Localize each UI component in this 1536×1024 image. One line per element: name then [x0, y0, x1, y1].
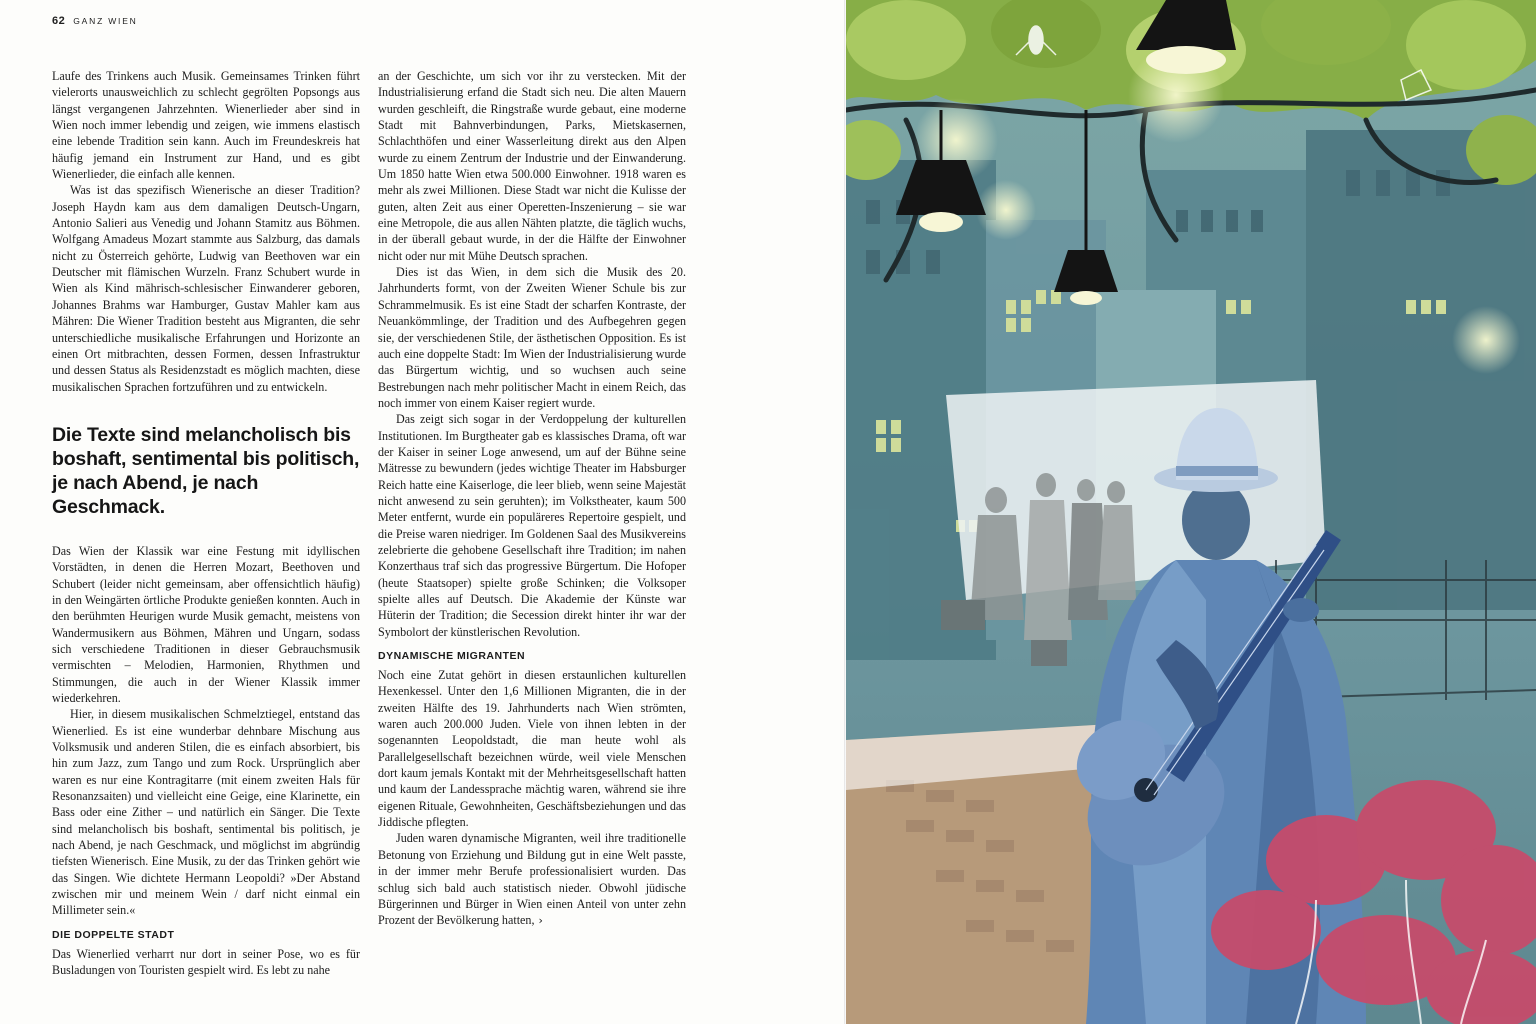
paragraph: Das Wienerlied verharrt nur dort in seiner Pose, wo es für Busladungen von Touristen gespielt wird. Es lebt zu nahe	[52, 946, 360, 978]
paragraph: Hier, in diesem musikalischen Schmelztiegel, entstand das Wienerlied. Es ist eine wunderbar dehnbare Mischung aus Volksmusik und anderen Stilen, die es einfach absorbiert, bis hin zum Jazz, zum Tango und zum Rock. Ursprünglich aber waren es nur eine Kontragitarre (mit einem zweiten Hals für Resonanzsaiten) und vielleicht eine Geige, eine Klarinette, ein Bass oder eine Zither – und natürlich ein Sänger. Die Texte sind melancholisch bis boshaft, sentimental bis politisch, je nach Abend, je nach Geschmack, und möglichst im abgründig tiefsten Wienerisch. Eine Musik, zu der das Trinken gehört wie das Singen. Wie dichtete Hermann Leopoldi? »Der Abstand zwischen mir und meinem Wein / darf nicht einmal ein Millimeter sein.«	[52, 707, 360, 918]
paragraph: Was ist das spezifisch Wienerische an dieser Tradition? Joseph Haydn kam aus dem damaligen Deutsch-Ungarn, Antonio Salieri aus Venedig und Johann Stamitz aus Böhmen. Wolfgang Amadeus Mozart stammte aus Salzburg, das damals nicht zu Österreich gehörte, Ludwig van Beethoven war ein Deutscher mit flämischen Wurzeln. Franz Schubert wurde in Wien als Kind mährisch-schlesischer Einwanderer geboren, Johannes Brahms war Hamburger, Gustav Mahler kam aus Mähren: Die Wiener Tradition besteht aus Migranten, die sehr unterschiedliche musikalische Erfahrungen und Horizonte an einen Ort mitbrachten, dessen Formen, dessen Infrastruktur und dessen Status als Residenzstadt es möglich machten, diese musikalischen Sprachen fortzuführen und zu entwickeln.	[52, 183, 360, 394]
continue-arrow-icon: ›	[538, 914, 543, 928]
glow-orb	[1452, 306, 1520, 374]
glow-orb	[976, 180, 1036, 240]
text-column-left	[52, 68, 360, 978]
paragraph: Das Wien der Klassik war eine Festung mit idyllischen Vorstädten, in denen die Herren Mozart, Beethoven und Schubert (leider nicht gemeinsam, aber offensichtlich häufig) in den Weingärten örtliche Produkte genießen konnten. Auch in den berühmten Heurigen wurde Musik gemacht, meistens von Wandermusikern aus Böhmen, Mähren und Ungarn, sodass sich verschiedene Traditionen in dieser Gebrauchsmusik vermischten – Melodien, Harmonien, Rhythmen und Stimmungen, die auch in der Wiener Klassik immer wiederkehren.	[52, 543, 360, 705]
text-column-right	[378, 68, 686, 930]
paragraph: an der Geschichte, um sich vor ihr zu verstecken. Mit der Industrialisierung erfand die Stadt sich neu. Die alten Mauern wurden geschleift, die Ringstraße wurde gebaut, eine moderne Stadt mit Bahnverbindungen, Parks, Mietskasernen, Schlachthöfen und einer Wasserleitung direkt aus den Alpen wurde zu einem Zentrum der Industrie und der Einwanderung. Um 1850 hatte Wien etwa 500.000 Einwohner. 1918 waren es mehr als zwei Millionen. Diese Stadt war nicht die Kulisse der guten, alten Zeit aus einer Operetten-Inszenierung – sie war eine Metropole, die aus allen Nähten platzte, die täglich wuchs, in der überall gebaut wurde, in der die Hälfte der Einwohner nicht oder nur mit Mühe Deutsch sprachen.	[378, 69, 686, 263]
illustration-svg	[846, 0, 1536, 1024]
paragraph	[378, 830, 686, 929]
page-header	[52, 15, 138, 27]
paragraph: Das zeigt sich sogar in der Verdoppelung der kulturellen Institutionen. Im Burgtheater gab es klassisches Drama, oft war der Kaiser in seiner Loge anwesend, um auf der Bühne seine Mätresse zu bewundern (jedes wichtige Theater im Habsburger Reich hatte eine Kaiserloge, die leer blieb, wenn seine Majestät nicht anwesend zu sein geruhten); im Volkstheater, kaum 500 Meter entfernt, wurde ein populäreres Repertoire gespielt, und die Preise waren niedriger. Im Goldenen Saal des Musikvereins zelebrierte die gehobene Gesellschaft ihre Tradition; im nahen Konzerthaus traf sich das progressive Bürgertum. Die Hofoper (heute Staatsoper) spielte große Schinken; die Volksoper spielte alles auf Deutsch. Die Akademie der Künste war Hüterin der Tradition; die Secession direkt hinter ihr war der Symbolort der künstlerischen Revolution.	[378, 412, 686, 639]
pull-quote: Die Texte sind melancholisch bis boshaft, sentimental bis politisch, je nach Abend, je nach Geschmack.	[52, 423, 360, 518]
section-title: GANZ WIEN	[73, 16, 138, 26]
illustration	[846, 0, 1536, 1024]
subheading: DYNAMISCHE MIGRANTEN	[378, 650, 526, 663]
paragraph-text: Juden waren dynamische Migranten, weil ihre traditionelle Betonung von Erziehung und Bildung gut in eine Welt passte, in der immer mehr Berufe professionalisiert wurden. Das schlug sich bald auch statistisch nieder. Obwohl jüdische Bürgerinnen und Bürger in Wien einen Anteil von unter zehn Prozent der Bevölkerung hatten,	[378, 831, 686, 928]
page-number: 62	[52, 15, 66, 27]
subheading: DIE DOPPELTE STADT	[52, 928, 175, 941]
paragraph: Dies ist das Wien, in dem sich die Musik des 20. Jahrhunderts formt, von der Zweiten Wiener Schule bis zur Schrammelmusik. Es ist eine Stadt der scharfen Kontraste, der Neuankömmlinge, der Tradition und des Aufbegehren gegen sie, der verschiedenen Stile, der ästhetischen Opposition. Es ist auch eine doppelte Stadt: Im Wien der Industrialisierung wurde das Bürgertum wichtig, und so wuchsen auch seine Bestrebungen nach mehr politischer Macht in einem Reich, das noch immer von einem Kaiser regiert wurde.	[378, 265, 686, 410]
paragraph: Noch eine Zutat gehört in diesen erstaunlichen kulturellen Hexenkessel. Unter den 1,6 Millionen Migranten, die in der zweiten Hälfte des 19. Jahrhunderts nach Wien strömten, waren auch 200.000 Juden. Viele von ihnen lebten in der sogenannten Leopoldstadt, die man heute wohl als Parallelgesellschaft bezeichnen würde, weil viele Menschen dort kaum jemals Kontakt mit der Mehrheitsgesellschaft hatten und kaum der Landessprache mächtig waren, während sie ihre eigenen Rituale, Gewohnheiten, Geschäftsbeziehungen und das Jiddische pflegten.	[378, 668, 686, 830]
paragraph: Laufe des Trinkens auch Musik. Gemeinsames Trinken führt vielerorts unausweichlich zu schlecht gegrölten Popsongs aus längst vergangenen Jahrzehnten. Wienerlieder aber sind in Wien noch immer lebendig und zeigen, wie immens elastisch eine lebende Tradition sein kann. Auch im Freundeskreis hat häufig jemand ein Instrument zur Hand, und es gibt Wienerlieder, die einfach alle kennen.	[52, 69, 360, 182]
